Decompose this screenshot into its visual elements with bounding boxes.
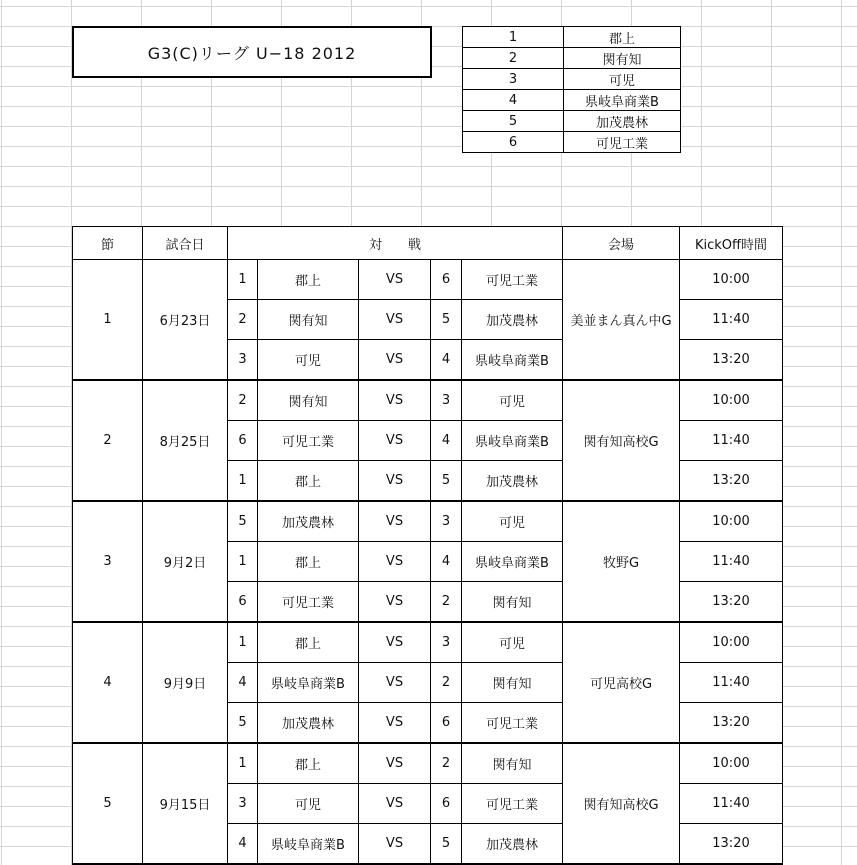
- vs-label: VS: [359, 622, 431, 663]
- match-date: 9月2日: [143, 501, 228, 622]
- kickoff-time: 13:20: [680, 824, 783, 865]
- home-team: 郡上: [258, 260, 359, 300]
- kickoff-time: 11:40: [680, 663, 783, 703]
- away-team: 県岐阜商業B: [462, 542, 563, 582]
- home-team: 可児工業: [258, 421, 359, 461]
- header-match: 対 戦: [228, 227, 563, 260]
- venue: 牧野G: [563, 501, 680, 622]
- match-row: [73, 501, 783, 542]
- away-team-number: 6: [431, 784, 462, 824]
- vs-label: VS: [359, 663, 431, 703]
- vs-label: VS: [359, 501, 431, 542]
- team-number: 6: [463, 132, 564, 153]
- away-team: 加茂農林: [462, 461, 563, 502]
- away-team-number: 3: [431, 622, 462, 663]
- match-row: [73, 622, 783, 663]
- away-team-number: 2: [431, 743, 462, 784]
- team-row: [463, 90, 681, 111]
- kickoff-time: 11:40: [680, 542, 783, 582]
- home-team: 加茂農林: [258, 703, 359, 744]
- vs-label: VS: [359, 260, 431, 300]
- kickoff-time: 10:00: [680, 260, 783, 300]
- match-date: 9月15日: [143, 743, 228, 864]
- home-team-number: 5: [228, 501, 258, 542]
- away-team: 可児工業: [462, 260, 563, 300]
- match-row: [73, 260, 783, 300]
- team-row: [463, 111, 681, 132]
- kickoff-time: 10:00: [680, 380, 783, 421]
- match-date: 6月23日: [143, 260, 228, 381]
- home-team-number: 1: [228, 542, 258, 582]
- header-setsu: 節: [73, 227, 143, 260]
- header-venue: 会場: [563, 227, 680, 260]
- vs-label: VS: [359, 824, 431, 865]
- schedule-table: [72, 226, 783, 865]
- away-team: 県岐阜商業B: [462, 340, 563, 381]
- team-name: 可児工業: [564, 132, 681, 153]
- vs-label: VS: [359, 340, 431, 381]
- team-row: [463, 69, 681, 90]
- vs-label: VS: [359, 703, 431, 744]
- team-row: [463, 27, 681, 48]
- home-team: 郡上: [258, 542, 359, 582]
- away-team-number: 2: [431, 663, 462, 703]
- away-team-number: 4: [431, 542, 462, 582]
- kickoff-time: 10:00: [680, 622, 783, 663]
- away-team-number: 6: [431, 260, 462, 300]
- vs-label: VS: [359, 380, 431, 421]
- home-team: 可児工業: [258, 582, 359, 623]
- round-number: 3: [73, 501, 143, 622]
- away-team: 加茂農林: [462, 300, 563, 340]
- team-row: [463, 132, 681, 153]
- home-team-number: 4: [228, 663, 258, 703]
- match-date: 8月25日: [143, 380, 228, 501]
- team-name: 可児: [564, 69, 681, 90]
- home-team-number: 5: [228, 703, 258, 744]
- match-row: [73, 380, 783, 421]
- away-team: 関有知: [462, 582, 563, 623]
- away-team-number: 6: [431, 703, 462, 744]
- vs-label: VS: [359, 300, 431, 340]
- away-team: 関有知: [462, 663, 563, 703]
- kickoff-time: 10:00: [680, 501, 783, 542]
- away-team-number: 5: [431, 824, 462, 865]
- home-team: 県岐阜商業B: [258, 663, 359, 703]
- kickoff-time: 10:00: [680, 743, 783, 784]
- venue: 関有知高校G: [563, 743, 680, 864]
- header-kickoff: KickOff時間: [680, 227, 783, 260]
- venue: 関有知高校G: [563, 380, 680, 501]
- away-team: 可児工業: [462, 784, 563, 824]
- team-name: 関有知: [564, 48, 681, 69]
- home-team-number: 1: [228, 461, 258, 502]
- header-row: [73, 227, 783, 260]
- home-team: 郡上: [258, 622, 359, 663]
- home-team-number: 1: [228, 260, 258, 300]
- home-team: 可児: [258, 340, 359, 381]
- team-number: 2: [463, 48, 564, 69]
- away-team-number: 4: [431, 340, 462, 381]
- round-number: 1: [73, 260, 143, 381]
- vs-label: VS: [359, 784, 431, 824]
- away-team: 可児: [462, 622, 563, 663]
- venue: 美並まん真ん中G: [563, 260, 680, 381]
- kickoff-time: 13:20: [680, 582, 783, 623]
- home-team: 郡上: [258, 461, 359, 502]
- home-team: 関有知: [258, 380, 359, 421]
- league-title: G3(C)リーグ U−18 2012: [72, 26, 432, 78]
- vs-label: VS: [359, 582, 431, 623]
- team-number: 5: [463, 111, 564, 132]
- vs-label: VS: [359, 421, 431, 461]
- home-team: 関有知: [258, 300, 359, 340]
- kickoff-time: 11:40: [680, 421, 783, 461]
- away-team: 可児工業: [462, 703, 563, 744]
- round-number: 4: [73, 622, 143, 743]
- away-team-number: 2: [431, 582, 462, 623]
- team-number: 1: [463, 27, 564, 48]
- vs-label: VS: [359, 461, 431, 502]
- home-team: 可児: [258, 784, 359, 824]
- home-team: 郡上: [258, 743, 359, 784]
- home-team-number: 2: [228, 300, 258, 340]
- home-team-number: 4: [228, 824, 258, 865]
- home-team-number: 3: [228, 784, 258, 824]
- team-number: 3: [463, 69, 564, 90]
- vs-label: VS: [359, 743, 431, 784]
- round-number: 2: [73, 380, 143, 501]
- home-team: 加茂農林: [258, 501, 359, 542]
- away-team: 可児: [462, 501, 563, 542]
- team-number: 4: [463, 90, 564, 111]
- team-name: 加茂農林: [564, 111, 681, 132]
- team-name: 県岐阜商業B: [564, 90, 681, 111]
- home-team-number: 6: [228, 582, 258, 623]
- away-team-number: 4: [431, 421, 462, 461]
- team-list-table: [462, 26, 681, 153]
- kickoff-time: 11:40: [680, 784, 783, 824]
- home-team-number: 2: [228, 380, 258, 421]
- round-number: 5: [73, 743, 143, 864]
- away-team: 県岐阜商業B: [462, 421, 563, 461]
- home-team: 県岐阜商業B: [258, 824, 359, 865]
- kickoff-time: 13:20: [680, 340, 783, 381]
- away-team: 関有知: [462, 743, 563, 784]
- home-team-number: 6: [228, 421, 258, 461]
- home-team-number: 1: [228, 622, 258, 663]
- away-team: 加茂農林: [462, 824, 563, 865]
- away-team-number: 3: [431, 380, 462, 421]
- home-team-number: 1: [228, 743, 258, 784]
- home-team-number: 3: [228, 340, 258, 381]
- match-date: 9月9日: [143, 622, 228, 743]
- header-date: 試合日: [143, 227, 228, 260]
- team-row: [463, 48, 681, 69]
- venue: 可児高校G: [563, 622, 680, 743]
- away-team-number: 5: [431, 461, 462, 502]
- kickoff-time: 11:40: [680, 300, 783, 340]
- away-team: 可児: [462, 380, 563, 421]
- vs-label: VS: [359, 542, 431, 582]
- kickoff-time: 13:20: [680, 703, 783, 744]
- away-team-number: 3: [431, 501, 462, 542]
- team-name: 郡上: [564, 27, 681, 48]
- match-row: [73, 743, 783, 784]
- kickoff-time: 13:20: [680, 461, 783, 502]
- away-team-number: 5: [431, 300, 462, 340]
